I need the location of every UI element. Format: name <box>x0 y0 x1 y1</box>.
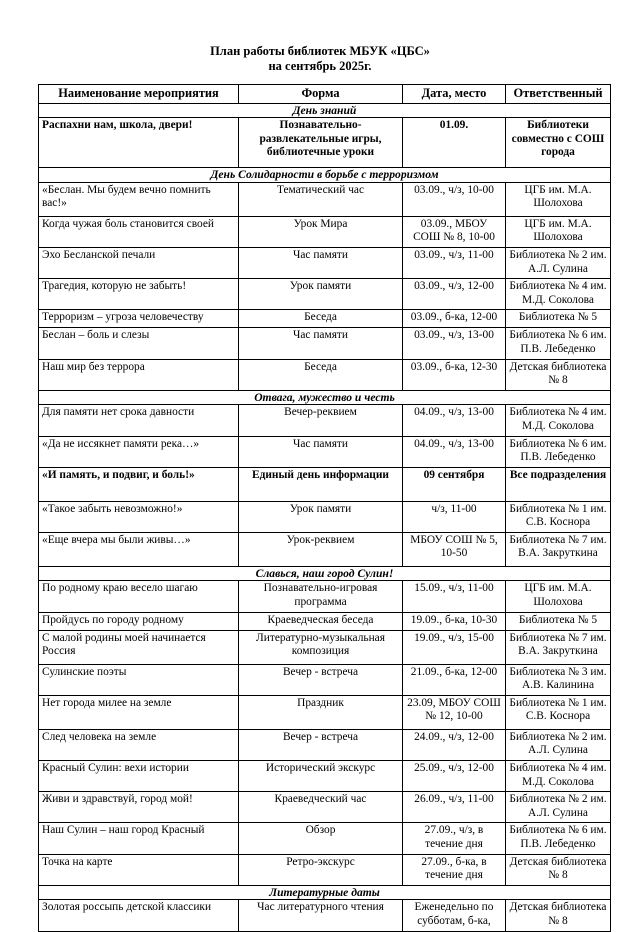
event-date: МБОУ СОШ № 5, 10-50 <box>403 532 506 566</box>
section-row <box>39 168 611 183</box>
event-responsible: Библиотека № 4 им. М.Д. Соколова <box>506 279 611 310</box>
event-responsible: Детская библиотека № 8 <box>506 359 611 390</box>
event-date: 19.09., ч/з, 15-00 <box>403 630 506 664</box>
event-form: Единый день информации <box>239 467 403 501</box>
table-row <box>39 900 611 931</box>
event-form: Час литературного чтения <box>239 900 403 931</box>
event-date: 27.09., б-ка, в течение дня <box>403 854 506 885</box>
table-row <box>39 729 611 760</box>
header-form: Форма <box>239 85 403 104</box>
event-responsible: Библиотека № 7 им. В.А. Закруткина <box>506 630 611 664</box>
table-row <box>39 792 611 823</box>
event-form: Вечер-реквием <box>239 405 403 436</box>
event-name: Распахни нам, школа, двери! <box>39 118 239 168</box>
table-row <box>39 854 611 885</box>
section-title: День знаний <box>39 103 611 118</box>
event-name: Сулинские поэты <box>39 664 239 695</box>
table-row <box>39 310 611 328</box>
table-row <box>39 695 611 729</box>
event-date: 04.09., ч/з, 13-00 <box>403 436 506 467</box>
table-header-row <box>39 85 611 104</box>
table-row <box>39 359 611 390</box>
table-row <box>39 328 611 359</box>
event-form: Краеведческая беседа <box>239 612 403 630</box>
event-name: «Такое забыть невозможно!» <box>39 501 239 532</box>
header-name: Наименование мероприятия <box>39 85 239 104</box>
header-responsible: Ответственный <box>506 85 611 104</box>
event-name: Для памяти нет срока давности <box>39 405 239 436</box>
event-date: ч/з, 11-00 <box>403 501 506 532</box>
event-name: Терроризм – угроза человечеству <box>39 310 239 328</box>
event-date: 03.09., ч/з, 12-00 <box>403 279 506 310</box>
event-date: 25.09., ч/з, 12-00 <box>403 761 506 792</box>
table-row <box>39 279 611 310</box>
header-date: Дата, место <box>403 85 506 104</box>
event-date: Еженедельно по субботам, б-ка, <box>403 900 506 931</box>
section-title: День Солидарности в борьбе с терроризмом <box>39 168 611 183</box>
event-responsible: Библиотека № 5 <box>506 310 611 328</box>
event-name: Наш мир без террора <box>39 359 239 390</box>
event-date: 03.09., МБОУ СОШ № 8, 10-00 <box>403 216 506 247</box>
event-responsible: ЦГБ им. М.А. Шолохова <box>506 581 611 612</box>
event-form: Урок-реквием <box>239 532 403 566</box>
event-date: 15.09., ч/з, 11-00 <box>403 581 506 612</box>
event-date: 03.09., б-ка, 12-30 <box>403 359 506 390</box>
table-row <box>39 532 611 566</box>
event-responsible: Библиотека № 2 им. А.Л. Сулина <box>506 729 611 760</box>
event-name: След человека на земле <box>39 729 239 760</box>
event-responsible: Библиотека № 1 им. С.В. Коснора <box>506 501 611 532</box>
event-form: Вечер - встреча <box>239 729 403 760</box>
event-name: Когда чужая боль становится своей <box>39 216 239 247</box>
event-date: 19.09., б-ка, 10-30 <box>403 612 506 630</box>
table-row <box>39 612 611 630</box>
event-responsible: Библиотека № 6 им. П.В. Лебеденко <box>506 823 611 854</box>
event-responsible: Библиотека № 2 им. А.Л. Сулина <box>506 247 611 278</box>
event-responsible: ЦГБ им. М.А. Шолохова <box>506 216 611 247</box>
document-title <box>0 44 640 74</box>
event-date: 03.09., ч/з, 10-00 <box>403 182 506 216</box>
table-row <box>39 182 611 216</box>
event-responsible: Библиотеки совместно с СОШ города <box>506 118 611 168</box>
event-date: 03.09., б-ка, 12-00 <box>403 310 506 328</box>
table-row <box>39 467 611 501</box>
event-form: Урок Мира <box>239 216 403 247</box>
event-form: Вечер - встреча <box>239 664 403 695</box>
event-form: Обзор <box>239 823 403 854</box>
event-responsible: Библиотека № 3 им. А.В. Калинина <box>506 664 611 695</box>
event-responsible: Детская библиотека № 8 <box>506 854 611 885</box>
section-row <box>39 566 611 581</box>
table-row <box>39 436 611 467</box>
event-form: Исторический экскурс <box>239 761 403 792</box>
event-form: Познавательно-развлекательные игры, библиотечные уроки <box>239 118 403 168</box>
table-row <box>39 216 611 247</box>
title-line-1: План работы библиотек МБУК «ЦБС» <box>210 44 430 58</box>
table-body <box>39 103 611 931</box>
table-row <box>39 581 611 612</box>
event-responsible: Библиотека № 1 им. С.В. Коснора <box>506 695 611 729</box>
event-responsible: Библиотека № 4 им. М.Д. Соколова <box>506 761 611 792</box>
event-name: С малой родины моей начинается Россия <box>39 630 239 664</box>
section-title: Литературные даты <box>39 885 611 900</box>
event-date: 09 сентября <box>403 467 506 501</box>
title-line-2: на сентябрь 2025г. <box>268 59 372 73</box>
event-form: Познавательно-игровая программа <box>239 581 403 612</box>
event-form: Ретро-экскурс <box>239 854 403 885</box>
event-form: Праздник <box>239 695 403 729</box>
event-name: «Беслан. Мы будем вечно помнить вас!» <box>39 182 239 216</box>
event-form: Литературно-музыкальная композиция <box>239 630 403 664</box>
event-date: 26.09., ч/з, 11-00 <box>403 792 506 823</box>
event-date: 03.09., ч/з, 13-00 <box>403 328 506 359</box>
event-name: Нет города милее на земле <box>39 695 239 729</box>
section-row <box>39 390 611 405</box>
event-name: Наш Сулин – наш город Красный <box>39 823 239 854</box>
event-responsible: ЦГБ им. М.А. Шолохова <box>506 182 611 216</box>
event-name: Красный Сулин: вехи истории <box>39 761 239 792</box>
event-date: 04.09., ч/з, 13-00 <box>403 405 506 436</box>
table-row <box>39 501 611 532</box>
event-form: Урок памяти <box>239 279 403 310</box>
event-responsible: Библиотека № 6 им. П.В. Лебеденко <box>506 328 611 359</box>
section-row <box>39 103 611 118</box>
event-responsible: Библиотека № 6 им. П.В. Лебеденко <box>506 436 611 467</box>
event-name: Точка на карте <box>39 854 239 885</box>
event-name: «Еще вчера мы были живы…» <box>39 532 239 566</box>
table-row <box>39 630 611 664</box>
event-date: 01.09. <box>403 118 506 168</box>
event-name: Трагедия, которую не забыть! <box>39 279 239 310</box>
table-row <box>39 247 611 278</box>
event-name: По родному краю весело шагаю <box>39 581 239 612</box>
event-form: Час памяти <box>239 328 403 359</box>
event-name: Пройдусь по городу родному <box>39 612 239 630</box>
section-title: Отвага, мужество и честь <box>39 390 611 405</box>
table-row <box>39 761 611 792</box>
event-responsible: Библиотека № 4 им. М.Д. Соколова <box>506 405 611 436</box>
event-form: Краеведческий час <box>239 792 403 823</box>
event-form: Беседа <box>239 310 403 328</box>
events-table <box>38 84 611 932</box>
event-name: Беслан – боль и слезы <box>39 328 239 359</box>
event-date: 27.09., ч/з, в течение дня <box>403 823 506 854</box>
event-responsible: Библиотека № 7 им. В.А. Закруткина <box>506 532 611 566</box>
event-form: Беседа <box>239 359 403 390</box>
event-name: Золотая россыпь детской классики <box>39 900 239 931</box>
table-row <box>39 664 611 695</box>
event-date: 21.09., б-ка, 12-00 <box>403 664 506 695</box>
table-row <box>39 405 611 436</box>
section-title: Славься, наш город Сулин! <box>39 566 611 581</box>
event-name: Живи и здравствуй, город мой! <box>39 792 239 823</box>
event-name: «И память, и подвиг, и боль!» <box>39 467 239 501</box>
event-responsible: Детская библиотека № 8 <box>506 900 611 931</box>
section-row <box>39 885 611 900</box>
table-row <box>39 823 611 854</box>
event-form: Час памяти <box>239 436 403 467</box>
event-name: «Да не иссякнет памяти река…» <box>39 436 239 467</box>
event-form: Урок памяти <box>239 501 403 532</box>
event-date: 23.09, МБОУ СОШ № 12, 10-00 <box>403 695 506 729</box>
event-responsible: Библиотека № 5 <box>506 612 611 630</box>
event-name: Эхо Бесланской печали <box>39 247 239 278</box>
event-responsible: Все подразделения <box>506 467 611 501</box>
event-date: 03.09., ч/з, 11-00 <box>403 247 506 278</box>
event-form: Тематический час <box>239 182 403 216</box>
event-form: Час памяти <box>239 247 403 278</box>
table-row <box>39 118 611 168</box>
event-responsible: Библиотека № 2 им. А.Л. Сулина <box>506 792 611 823</box>
event-date: 24.09., ч/з, 12-00 <box>403 729 506 760</box>
